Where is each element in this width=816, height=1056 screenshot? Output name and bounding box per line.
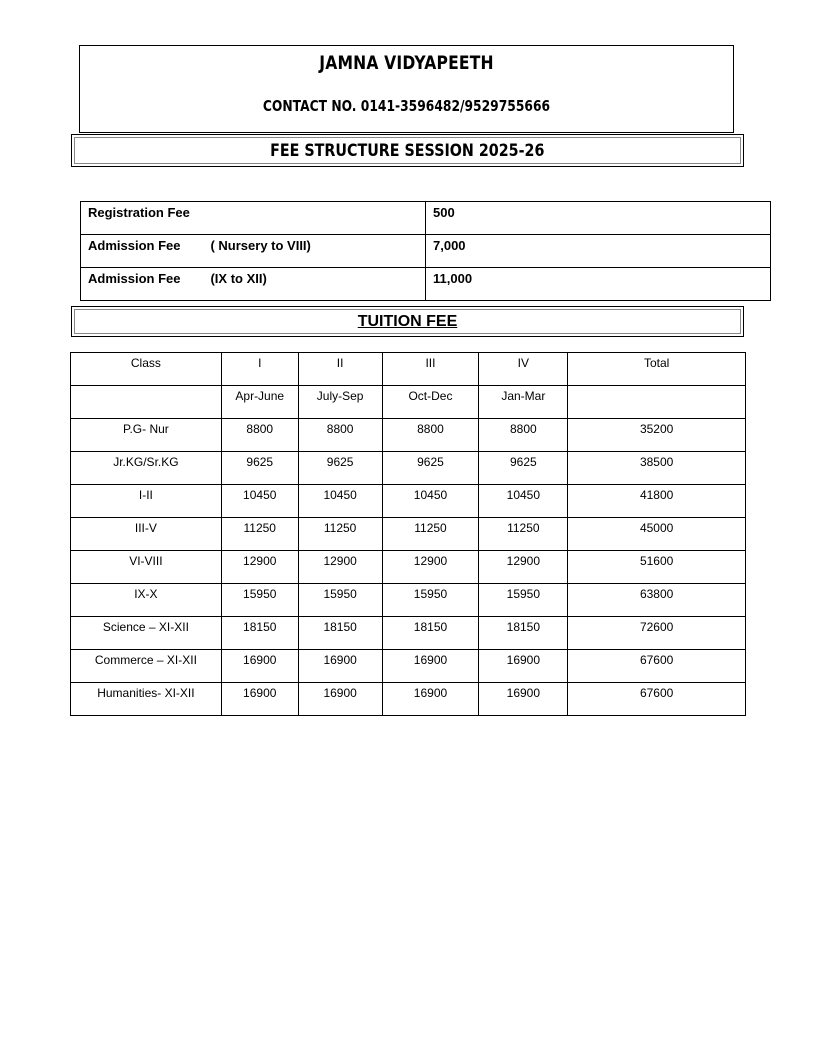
table-row	[81, 202, 771, 235]
fee-label-cell	[81, 235, 426, 268]
session-title-bar	[71, 134, 744, 167]
class-cell: Jr.KG/Sr.KG	[71, 452, 222, 485]
quarter-fee-cell: 10450	[298, 485, 382, 518]
table-period-row	[71, 386, 746, 419]
quarter-fee-cell: 8800	[382, 419, 479, 452]
class-cell: Humanities- XI-XII	[71, 683, 222, 716]
quarter-fee-cell: 15950	[221, 584, 298, 617]
table-row	[71, 584, 746, 617]
quarter-fee-cell: 9625	[221, 452, 298, 485]
column-header: IV	[479, 353, 568, 386]
header-box	[79, 45, 734, 133]
quarter-fee-cell: 18150	[221, 617, 298, 650]
fee-label-cell	[81, 268, 426, 301]
table-row	[71, 617, 746, 650]
table-row	[71, 419, 746, 452]
quarter-fee-cell: 16900	[479, 650, 568, 683]
table-header-row	[71, 353, 746, 386]
table-row	[71, 551, 746, 584]
class-cell: VI-VIII	[71, 551, 222, 584]
session-title: FEE STRUCTURE SESSION 2025-26	[270, 141, 545, 161]
total-cell: 38500	[568, 452, 746, 485]
class-cell: I-II	[71, 485, 222, 518]
quarter-fee-cell: 15950	[382, 584, 479, 617]
class-cell: Commerce – XI-XII	[71, 650, 222, 683]
fee-label: Admission Fee	[88, 271, 181, 286]
period-cell: July-Sep	[298, 386, 382, 419]
fee-label: Registration Fee	[88, 205, 190, 220]
quarter-fee-cell: 11250	[298, 518, 382, 551]
total-cell: 41800	[568, 485, 746, 518]
quarter-fee-cell: 16900	[298, 650, 382, 683]
period-cell: Oct-Dec	[382, 386, 479, 419]
school-name: JAMNA VIDYAPEETH	[319, 52, 494, 74]
fee-label-cell	[81, 202, 426, 235]
quarter-fee-cell: 12900	[479, 551, 568, 584]
total-cell: 51600	[568, 551, 746, 584]
column-header: Total	[568, 353, 746, 386]
column-header: III	[382, 353, 479, 386]
column-header: Class	[71, 353, 222, 386]
quarter-fee-cell: 10450	[479, 485, 568, 518]
fee-sub-label: (IX to XII)	[210, 271, 267, 286]
class-cell: Science – XI-XII	[71, 617, 222, 650]
quarter-fee-cell: 15950	[479, 584, 568, 617]
quarter-fee-cell: 16900	[382, 650, 479, 683]
table-row	[71, 452, 746, 485]
tuition-title: TUITION FEE	[357, 313, 458, 330]
table-row	[81, 268, 771, 301]
quarter-fee-cell: 10450	[221, 485, 298, 518]
quarter-fee-cell: 11250	[382, 518, 479, 551]
column-header: II	[298, 353, 382, 386]
table-row	[71, 650, 746, 683]
total-cell: 72600	[568, 617, 746, 650]
quarter-fee-cell: 16900	[298, 683, 382, 716]
quarter-fee-cell: 16900	[221, 650, 298, 683]
fee-amount: 7,000	[426, 235, 771, 268]
fee-table	[80, 201, 771, 301]
quarter-fee-cell: 18150	[382, 617, 479, 650]
quarter-fee-cell: 12900	[298, 551, 382, 584]
tuition-table	[70, 352, 746, 716]
total-cell: 63800	[568, 584, 746, 617]
quarter-fee-cell: 8800	[479, 419, 568, 452]
quarter-fee-cell: 9625	[382, 452, 479, 485]
total-cell: 67600	[568, 683, 746, 716]
period-cell: Jan-Mar	[479, 386, 568, 419]
quarter-fee-cell: 18150	[479, 617, 568, 650]
period-cell	[568, 386, 746, 419]
quarter-fee-cell: 8800	[298, 419, 382, 452]
quarter-fee-cell: 18150	[298, 617, 382, 650]
table-row	[81, 235, 771, 268]
table-row	[71, 485, 746, 518]
quarter-fee-cell: 12900	[221, 551, 298, 584]
quarter-fee-cell: 12900	[382, 551, 479, 584]
table-row	[71, 683, 746, 716]
column-header: I	[221, 353, 298, 386]
fee-amount: 500	[426, 202, 771, 235]
total-cell: 45000	[568, 518, 746, 551]
quarter-fee-cell: 16900	[479, 683, 568, 716]
tuition-title-bar	[71, 306, 744, 337]
quarter-fee-cell: 16900	[382, 683, 479, 716]
quarter-fee-cell: 11250	[479, 518, 568, 551]
contact-number: CONTACT NO. 0141-3596482/9529755666	[262, 97, 551, 115]
quarter-fee-cell: 8800	[221, 419, 298, 452]
quarter-fee-cell: 15950	[298, 584, 382, 617]
quarter-fee-cell: 9625	[479, 452, 568, 485]
quarter-fee-cell: 16900	[221, 683, 298, 716]
period-cell	[71, 386, 222, 419]
fee-sub-label: ( Nursery to VIII)	[210, 238, 311, 253]
quarter-fee-cell: 9625	[298, 452, 382, 485]
period-cell: Apr-June	[221, 386, 298, 419]
total-cell: 35200	[568, 419, 746, 452]
class-cell: P.G- Nur	[71, 419, 222, 452]
quarter-fee-cell: 10450	[382, 485, 479, 518]
fee-amount: 11,000	[426, 268, 771, 301]
class-cell: III-V	[71, 518, 222, 551]
fee-label: Admission Fee	[88, 238, 181, 253]
table-row	[71, 518, 746, 551]
class-cell: IX-X	[71, 584, 222, 617]
total-cell: 67600	[568, 650, 746, 683]
quarter-fee-cell: 11250	[221, 518, 298, 551]
